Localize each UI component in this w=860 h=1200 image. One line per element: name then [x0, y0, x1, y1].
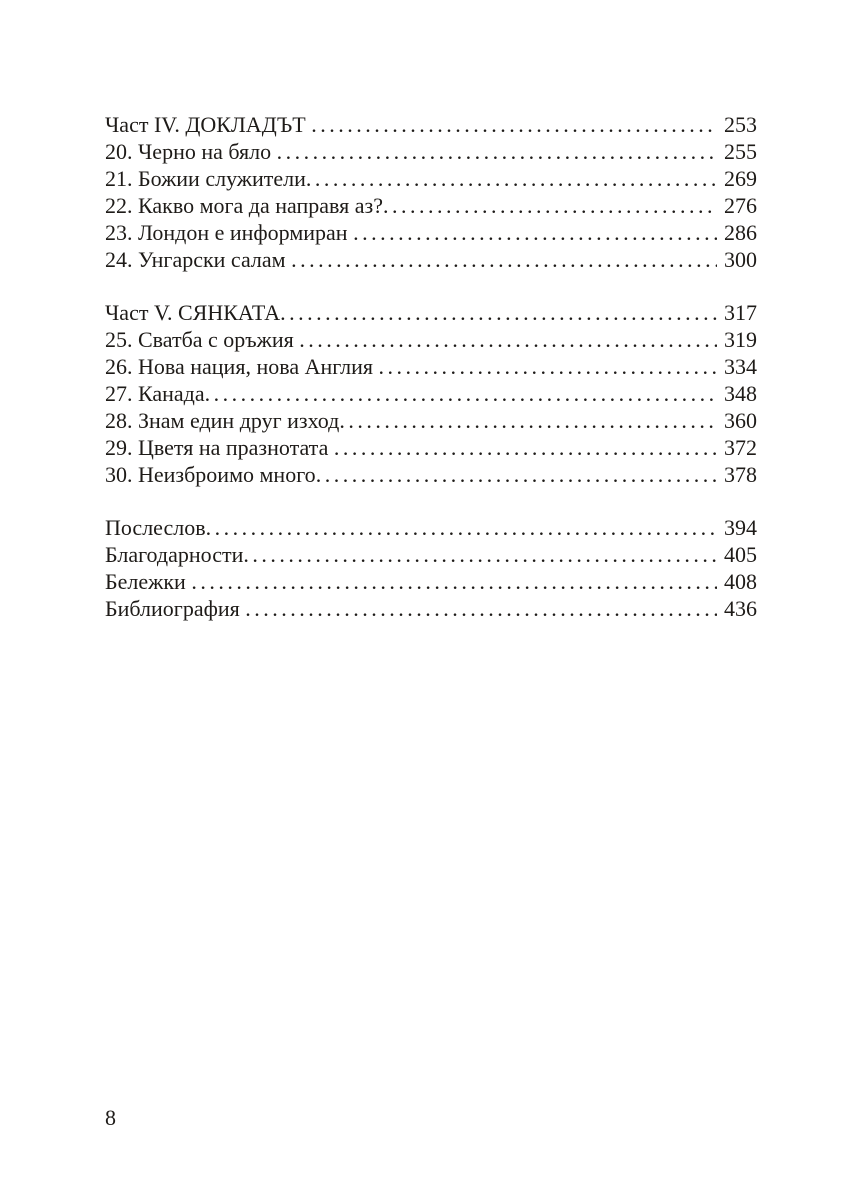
toc-entry-title: Библиография	[105, 596, 246, 621]
toc-dot-leader	[280, 299, 717, 326]
toc-dot-leader	[191, 568, 717, 595]
toc-dot-leader	[339, 407, 717, 434]
toc-entry-page: 408	[724, 569, 757, 594]
toc-entry	[105, 246, 757, 273]
toc-entry	[105, 353, 757, 380]
toc-entry-page: 372	[724, 435, 757, 460]
toc-dot-leader	[277, 138, 717, 165]
toc-entry-title: Част V. СЯНКАТА	[105, 300, 281, 325]
toc-entry-title: Благодарности	[105, 542, 244, 567]
toc-entry	[105, 138, 757, 165]
toc-section	[105, 514, 757, 622]
toc-entry-page: 348	[724, 381, 757, 406]
toc-section	[105, 299, 757, 488]
toc-entry-title: 25. Сватба с оръжия	[105, 327, 300, 352]
toc-entry-title: 29. Цветя на празнотата	[105, 435, 334, 460]
toc-entry	[105, 380, 757, 407]
toc-entry-page: 300	[724, 247, 757, 272]
toc-entry-title: 23. Лондон е информиран	[105, 220, 354, 245]
toc-entry	[105, 326, 757, 353]
toc-entry-title: 27. Канада	[105, 381, 205, 406]
toc-entry-title: 21. Божии служители	[105, 166, 306, 191]
toc-entry	[105, 514, 757, 541]
toc-entry-page: 286	[724, 220, 757, 245]
toc-entry-page: 436	[724, 596, 757, 621]
toc-entry	[105, 568, 757, 595]
toc-entry	[105, 434, 757, 461]
toc-entry	[105, 111, 757, 138]
toc-entry-title: Послеслов	[105, 515, 206, 540]
toc-entry-page: 317	[724, 300, 757, 325]
toc-entry	[105, 461, 757, 488]
toc-entry-title: 24. Унгарски салам	[105, 247, 292, 272]
toc-dot-leader	[334, 434, 717, 461]
toc-section	[105, 111, 757, 273]
toc-entry-page: 378	[724, 462, 757, 487]
toc-entry-title: 20. Черно на бяло	[105, 139, 277, 164]
toc-dot-leader	[383, 192, 717, 219]
toc-entry	[105, 219, 757, 246]
toc-entry	[105, 407, 757, 434]
toc-entry-title: 26. Нова нация, нова Англия	[105, 354, 379, 379]
toc-entry-page: 394	[724, 515, 757, 540]
toc-entry-page: 276	[724, 193, 757, 218]
toc-entry	[105, 541, 757, 568]
toc-entry	[105, 299, 757, 326]
toc-dot-leader	[206, 514, 717, 541]
toc-dot-leader	[311, 111, 717, 138]
toc-dot-leader	[306, 165, 717, 192]
toc-entry-page: 255	[724, 139, 757, 164]
toc-entry	[105, 192, 757, 219]
page-number: 8	[105, 1105, 116, 1130]
toc-entry	[105, 595, 757, 622]
toc-entry-page: 319	[724, 327, 757, 352]
toc-entry-page: 405	[724, 542, 757, 567]
toc-entry-title: Част IV. ДОКЛАДЪТ	[105, 112, 312, 137]
toc-dot-leader	[205, 380, 717, 407]
toc-dot-leader	[379, 353, 717, 380]
toc-entry-title: 30. Неизброимо много	[105, 462, 316, 487]
toc-entry-title: 28. Знам един друг изход	[105, 408, 340, 433]
table-of-contents	[105, 111, 757, 622]
toc-entry-page: 360	[724, 408, 757, 433]
toc-entry-page: 269	[724, 166, 757, 191]
toc-entry-title: 22. Какво мога да направя аз?	[105, 193, 383, 218]
toc-entry-page: 334	[724, 354, 757, 379]
toc-dot-leader	[299, 326, 717, 353]
toc-dot-leader	[243, 541, 717, 568]
toc-dot-leader	[353, 219, 717, 246]
toc-dot-leader	[245, 595, 717, 622]
toc-entry-title: Бележки	[105, 569, 192, 594]
toc-dot-leader	[291, 246, 717, 273]
toc-entry	[105, 165, 757, 192]
toc-dot-leader	[316, 461, 717, 488]
toc-entry-page: 253	[724, 112, 757, 137]
